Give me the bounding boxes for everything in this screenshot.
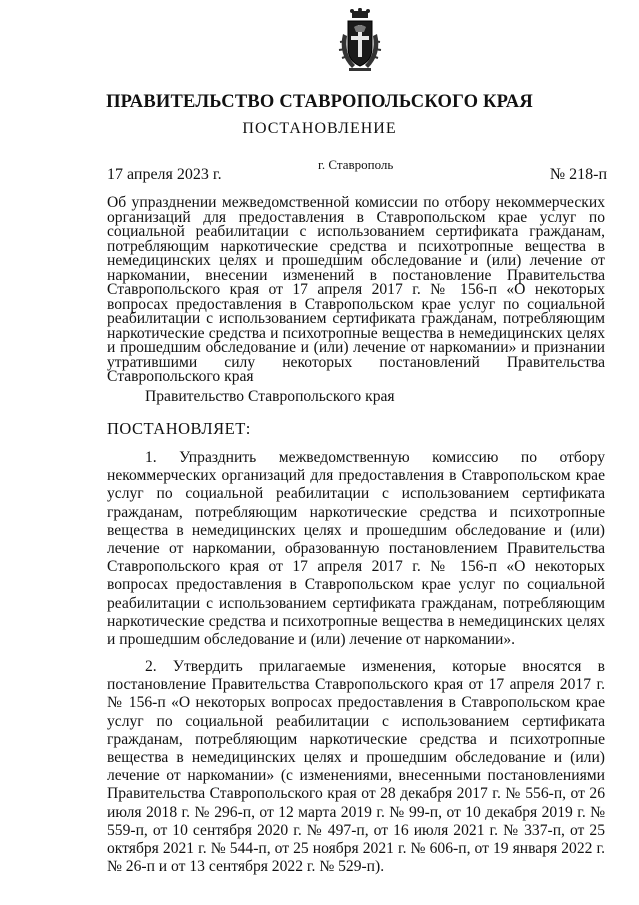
organization-name: ПРАВИТЕЛЬСТВО СТАВРОПОЛЬСКОГО КРАЯ bbox=[106, 92, 533, 112]
document-number: № 218-п bbox=[549, 166, 607, 183]
decree-heading: ПОСТАНОВЛЯЕТ: bbox=[107, 419, 251, 438]
city: г. Ставрополь bbox=[318, 157, 394, 172]
paragraph-2: 2. Утвердить прилагаемые изменения, которые вносятся в постановление Правительства Ставропольского края от 17 апреля 2017 г. № 156-п «О некоторых вопросах предоставления в Ставропольском крае услуг по социальной реабилитации с использованием сертификата гражданам, потребляющим наркотические средства и психотропные вещества в немедицинских целях и прошедшим обследование и (или) лечение от наркомании» (с изменениями, внесенными постановлениями Правительства Ставропольского края от 28 декабря 2017 г. № 556-п, от 26 июля 2018 г. № 296-п, от 12 марта 2019 г. № 99-п, от 10 декабря 2019 г. № 559-п, от 10 сентября 2020 г. № 497-п, от 16 июля 2021 г. № 337-п, от 25 октября 2021 г. № 544-п, от 25 ноября 2021 г. № 606-п, от 19 января 2022 г. № 26-п и от 13 сентября 2022 г. № 529-п). bbox=[107, 658, 605, 876]
issuing-authority: Правительство Ставропольского края bbox=[145, 388, 395, 405]
document-title: Об упразднении межведомственной комиссии по отбору некоммерческих организаций для предоставления в Ставропольском крае услуг по социальной реабилитации с использованием сертификата гражданам, потребляющим наркотические средства и психотропные вещества в немедицинских целях и прошедшим обследование и (или) лечение от наркомании, внесении изменений в постановление Правительства Ставропольского края от 17 апреля 2017 г. № 156-п «О некоторых вопросах предоставления в Ставропольском крае услуг по социальной реабилитации с использованием сертификата гражданам, потребляющим наркотические средства и психотропные вещества в немедицинских целях и прошедшим обследование и (или) лечение от наркомании» и признании утратившими силу некоторых постановлений Правительства Ставропольского края bbox=[107, 194, 605, 385]
document-date: 17 апреля 2023 г. bbox=[107, 166, 222, 183]
coat-of-arms-icon bbox=[336, 8, 384, 74]
document-type: ПОСТАНОВЛЕНИЕ bbox=[242, 120, 397, 137]
paragraph-1: 1. Упразднить межведомственную комиссию по отбору некоммерческих организаций для предоставления в Ставропольском крае услуг по социальной реабилитации с использованием сертификата гражданам, потребляющим наркотические средства и психотропные вещества в немедицинских целях и прошедшим обследование и (или) лечение от наркомании, образованную постановлением Правительства Ставропольского края от 17 апреля 2017 г. № 156-п «О некоторых вопросах предоставления в Ставропольском крае услуг по социальной реабилитации с использованием сертификата гражданам, потребляющим наркотические средства и психотропные вещества в немедицинских целях и прошедшим обследование и (или) лечение от наркомании». bbox=[107, 449, 605, 649]
